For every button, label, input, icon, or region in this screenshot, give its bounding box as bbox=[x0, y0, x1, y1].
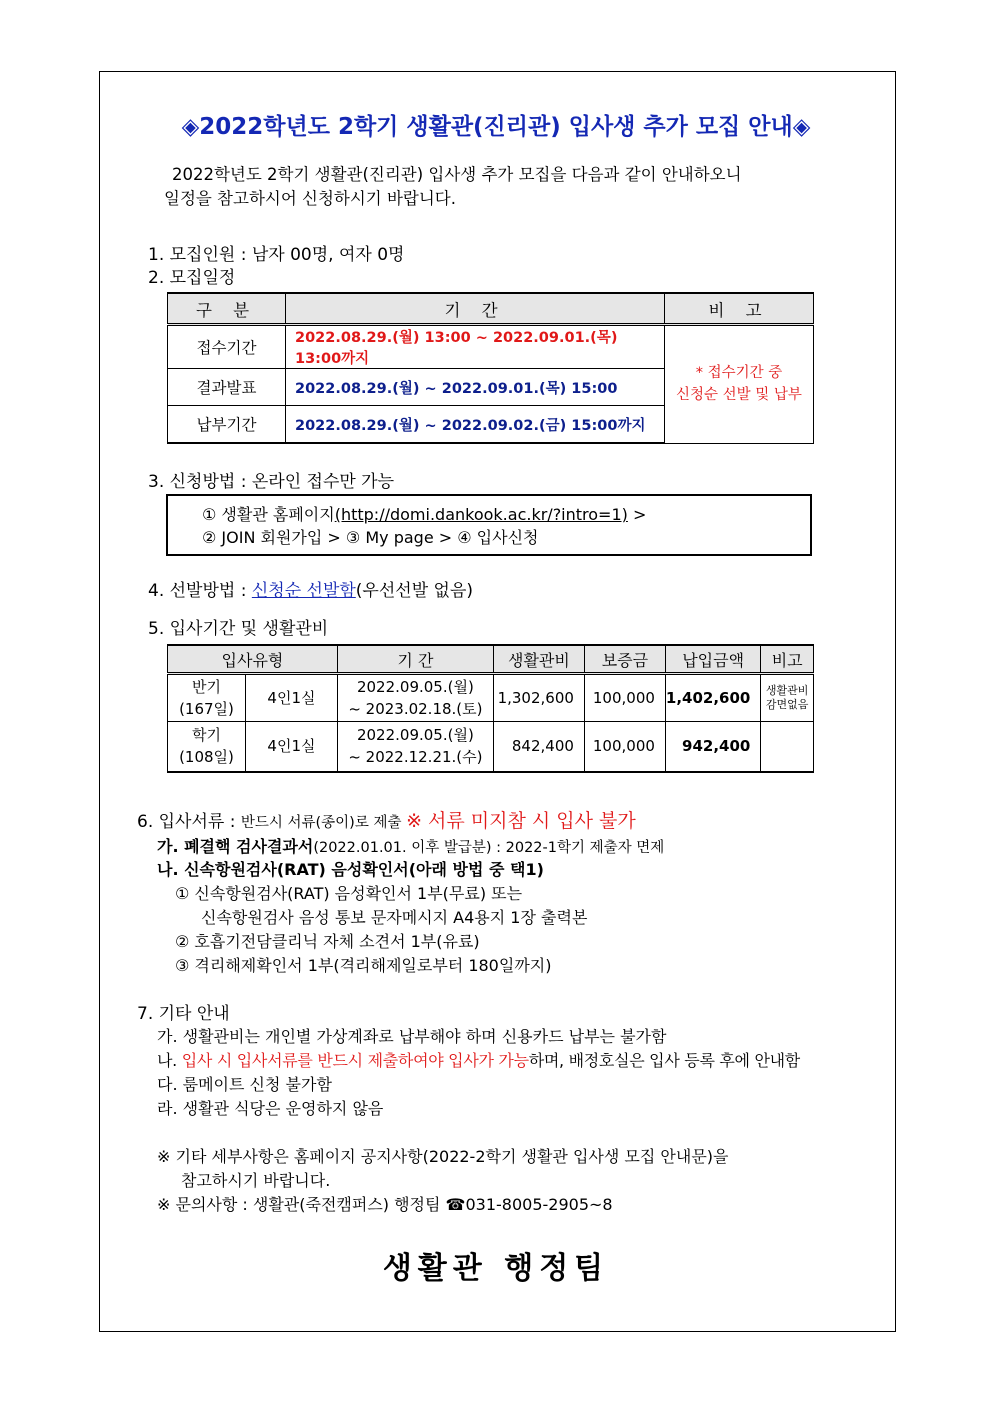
intro-line-2: 일정을 참고하시어 신청하시기 바랍니다. bbox=[164, 189, 456, 208]
schedule-header-period: 기 간 bbox=[286, 293, 665, 325]
section-apply-method: 3. 신청방법 : 온라인 접수만 가능 bbox=[148, 472, 395, 492]
note-details: ※ 기타 세부사항은 홈페이지 공지사항(2022-2학기 생활관 입사생 모집 안내문)을 bbox=[157, 1147, 729, 1166]
schedule-row-label: 결과발표 bbox=[168, 369, 286, 406]
fees-total: 942,400 bbox=[665, 722, 760, 772]
other-item-na bbox=[157, 1048, 800, 1071]
documents-ga-title: 가. 폐결핵 검사결과서 bbox=[157, 837, 314, 856]
method-steps-2-4: ② JOIN 회원가입 > ③ My page > ④ 입사신청 bbox=[202, 528, 539, 547]
note-contact: ※ 문의사항 : 생활관(죽전캠퍼스) 행정팀 ☎031-8005-2905~8 bbox=[157, 1195, 613, 1214]
other-item-ra: 라. 생활관 식당은 운영하지 않음 bbox=[157, 1099, 384, 1118]
page-title: ◈2022학년도 2학기 생활관(진리관) 입사생 추가 모집 안내◈ bbox=[181, 114, 811, 140]
section-documents bbox=[137, 806, 636, 833]
documents-option-1: ① 신속항원검사(RAT) 음성확인서 1부(무료) 또는 bbox=[175, 884, 523, 903]
other-item-ga: 가. 생활관비는 개인별 가상계좌로 납부해야 하며 신용카드 납부는 불가함 bbox=[157, 1027, 667, 1046]
schedule-note bbox=[665, 325, 814, 444]
schedule-row-label: 접수기간 bbox=[168, 325, 286, 369]
schedule-row-period: 2022.08.29.(월) 13:00 ~ 2022.09.01.(목) 13:00까지 bbox=[286, 325, 665, 369]
fees-type-name: 학기 bbox=[192, 726, 221, 745]
section-fees: 5. 입사기간 및 생활관비 bbox=[148, 619, 329, 639]
fees-fee: 842,400 bbox=[493, 722, 584, 772]
schedule-note-line-2: 신청순 선발 및 납부 bbox=[676, 387, 802, 404]
section-selection-method bbox=[148, 576, 473, 601]
schedule-row-label: 납부기간 bbox=[168, 406, 286, 444]
fees-period-end: ~ 2023.02.18.(토) bbox=[348, 700, 483, 718]
documents-option-3: ③ 격리해제확인서 1부(격리해제일로부터 180일까지) bbox=[175, 956, 552, 975]
intro-line-1: 2022학년도 2학기 생활관(진리관) 입사생 추가 모집을 다음과 같이 안내하오니 bbox=[172, 165, 742, 184]
documents-option-2: ② 호흡기전담클리닉 자체 소견서 1부(유료) bbox=[175, 932, 480, 951]
schedule-row-period: 2022.08.29.(월) ~ 2022.09.02.(금) 15:00까지 bbox=[286, 406, 665, 444]
fees-fee: 1,302,600 bbox=[493, 674, 584, 722]
fees-type-name: 반기 bbox=[192, 678, 221, 696]
fees-type bbox=[168, 722, 246, 772]
fees-note bbox=[761, 722, 814, 772]
fees-type-days: (167일) bbox=[179, 700, 234, 718]
documents-item-na: 나. 신속항원검사(RAT) 음성확인서(아래 방법 중 택1) bbox=[157, 860, 544, 879]
fees-period-start: 2022.09.05.(월) bbox=[356, 678, 474, 696]
fees-header-fee: 생활관비 bbox=[493, 645, 584, 674]
schedule-table bbox=[167, 292, 814, 444]
fees-deposit: 100,000 bbox=[584, 674, 665, 722]
section-other: 7. 기타 안내 bbox=[137, 1004, 230, 1024]
other-item-da: 다. 룸메이트 신청 불가함 bbox=[157, 1075, 332, 1094]
documents-ga-detail: (2022.01.01. 이후 발급분) : 2022-1학기 제출자 면제 bbox=[313, 840, 665, 856]
homepage-link[interactable]: (http://domi.dankook.ac.kr/?intro=1) bbox=[334, 505, 628, 524]
other-na-highlight: 입사 시 입사서류를 반드시 제출하여야 입사가 가능 bbox=[181, 1051, 529, 1070]
note-details-cont: 참고하시기 바랍니다. bbox=[181, 1171, 331, 1190]
section-schedule: 2. 모집일정 bbox=[148, 268, 236, 288]
other-na-rest: 하며, 배정호실은 입사 등록 후에 안내함 bbox=[528, 1051, 800, 1070]
apply-method-box bbox=[166, 494, 812, 556]
schedule-note-line-1: * 접수기간 중 bbox=[695, 365, 783, 382]
fees-header-period: 기 간 bbox=[337, 645, 493, 674]
fees-period-start: 2022.09.05.(월) bbox=[356, 726, 474, 745]
fees-period bbox=[337, 674, 493, 722]
section-recruit-count: 1. 모집인원 : 남자 00명, 여자 0명 bbox=[148, 245, 405, 265]
fees-header-total: 납입금액 bbox=[665, 645, 760, 674]
documents-option-1b: 신속항원검사 음성 통보 문자메시지 A4용지 1장 출력본 bbox=[201, 908, 588, 927]
schedule-header-category: 구 분 bbox=[168, 293, 286, 325]
fees-type-days: (108일) bbox=[179, 748, 234, 767]
documents-label: 6. 입사서류 : bbox=[137, 812, 241, 832]
documents-warning: ※ 서류 미지참 시 입사 불가 bbox=[406, 810, 636, 832]
schedule-row-period: 2022.08.29.(월) ~ 2022.09.01.(목) 15:00 bbox=[286, 369, 665, 406]
fees-table bbox=[167, 644, 814, 773]
documents-requirement: 반드시 서류(종이)로 제출 bbox=[240, 815, 407, 831]
other-na-prefix: 나. bbox=[157, 1051, 182, 1070]
selection-highlight: 신청순 선발함 bbox=[251, 581, 356, 601]
schedule-header-note: 비 고 bbox=[665, 293, 814, 325]
fees-note bbox=[761, 674, 814, 722]
fees-header-note: 비고 bbox=[761, 645, 814, 674]
method-arrow: > bbox=[627, 505, 647, 524]
selection-label: 4. 선발방법 : bbox=[148, 581, 252, 601]
fees-note-line-2: 감면없음 bbox=[765, 698, 809, 711]
fees-note-line-1: 생활관비 bbox=[765, 684, 809, 697]
fees-deposit: 100,000 bbox=[584, 722, 665, 772]
fees-header-deposit: 보증금 bbox=[584, 645, 665, 674]
selection-note: (우선선발 없음) bbox=[355, 581, 473, 601]
fees-period bbox=[337, 722, 493, 772]
fees-room: 4인1실 bbox=[246, 674, 338, 722]
fees-period-end: ~ 2022.12.21.(수) bbox=[348, 748, 483, 767]
documents-item-ga bbox=[157, 834, 664, 857]
fees-room: 4인1실 bbox=[246, 722, 338, 772]
fees-type bbox=[168, 674, 246, 722]
signature: 생활관 행정팀 bbox=[382, 1251, 610, 1286]
fees-header-type: 입사유형 bbox=[168, 645, 338, 674]
fees-total: 1,402,600 bbox=[665, 674, 760, 722]
method-step-1: ① 생활관 홈페이지 bbox=[202, 505, 335, 524]
